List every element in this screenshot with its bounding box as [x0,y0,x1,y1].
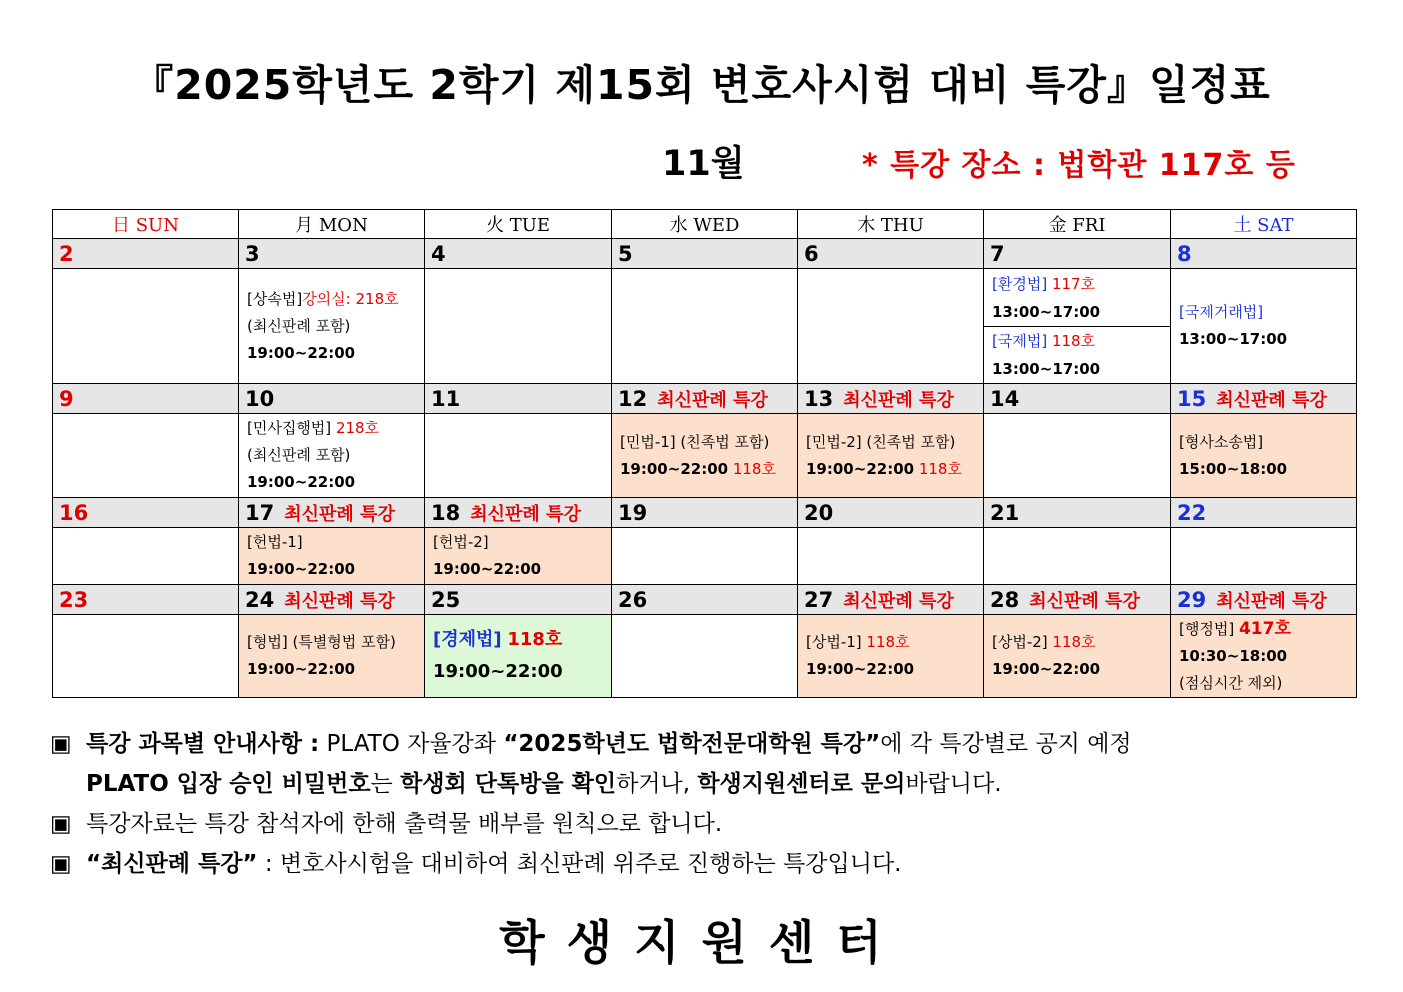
event-subject: [상법-2] [992,633,1048,651]
date-number: 10 [245,386,275,411]
date-cell [798,498,984,528]
event-cell-empty [53,528,239,585]
calendar-table [52,209,1357,698]
date-number: 3 [245,241,260,266]
date-cell [984,585,1171,615]
date-cell [1171,384,1357,414]
date-cell [612,498,798,528]
date-cell [984,239,1171,269]
week1-dates [53,239,1357,269]
square-bullet-icon: ▣ [50,731,72,757]
event-cell-empty [53,615,239,698]
note-bold: “최신판례 특강” [86,851,258,877]
date-cell [798,239,984,269]
event-note: (최신판례 포함) [247,316,351,335]
date-cell [425,498,612,528]
date-number: 27 [804,587,834,612]
event-subject: [헌법-1] [247,533,303,551]
event-time: 13:00~17:00 [992,302,1101,321]
date-number: 12 [618,386,648,411]
event-cell-empty [1171,528,1357,585]
special-lecture-tag: 최신판례 특강 [284,503,395,525]
note-text: 특강자료는 특강 참석자에 한해 출력물 배부를 원칙으로 합니다. [86,811,723,837]
square-bullet-icon: ▣ [50,851,72,877]
event-cell-empty [984,528,1171,585]
week4-events [53,615,1357,698]
event-cell [612,414,798,498]
event-subject: [형사소송법] [1179,432,1264,451]
note-item [50,844,1350,884]
date-number: 24 [245,587,275,612]
note-text: 바랍니다. [905,771,1002,797]
event-cell [798,414,984,498]
special-lecture-tag: 최신판례 특강 [843,590,954,612]
weekday-header [53,210,1357,239]
special-lecture-tag: 최신판례 특강 [284,590,395,612]
event-subject: [민사집행법] [247,419,332,437]
note-bold: 학생회 단톡방을 확인 [400,771,617,797]
week3-dates [53,498,1357,528]
date-number: 2 [59,241,74,266]
event-block [984,270,1170,327]
date-cell [239,498,425,528]
event-cell [984,269,1171,384]
event-subject: [경제법] [433,629,502,650]
note-item [50,804,1350,844]
weekday-wed: 水 WED [612,210,798,239]
week1-events [53,269,1357,384]
event-time: 13:00~17:00 [992,359,1101,378]
date-number: 15 [1177,386,1207,411]
event-subject: [헌법-2] [433,533,489,551]
event-subject: [상속법] [247,289,303,308]
weekday-sat: 土 SAT [1171,210,1357,239]
event-cell-empty [425,269,612,384]
date-cell [425,239,612,269]
date-cell [612,585,798,615]
weekday-tue: 火 TUE [425,210,612,239]
date-cell [984,384,1171,414]
event-subject: [형법] (특별형법 포함) [247,633,396,651]
event-room: 117호 [1051,274,1096,293]
date-number: 4 [431,241,446,266]
event-cell [239,528,425,585]
date-cell [425,585,612,615]
date-number: 25 [431,587,461,612]
date-number: 7 [990,241,1005,266]
event-room: 118호 [507,629,563,650]
date-cell [612,384,798,414]
date-number: 21 [990,500,1020,525]
event-time: 15:00~18:00 [1179,459,1288,478]
lecture-place: * 특강 장소 : 법학관 117호 등 [862,148,1296,183]
date-cell [612,239,798,269]
event-room: 218호 [335,419,380,437]
note-text: 에 각 특강별로 공지 예정 [880,731,1132,757]
event-time: 19:00~22:00 [992,660,1101,678]
event-room: 118호 [866,633,910,651]
date-number: 17 [245,500,275,525]
event-room: 강의실: 218호 [302,289,399,308]
date-number: 22 [1177,500,1207,525]
date-number: 9 [59,386,74,411]
notes-section [50,724,1350,884]
date-number: 16 [59,500,89,525]
note-text: : 변호사시험을 대비하여 최신판례 위주로 진행하는 특강입니다. [257,851,902,877]
date-cell [239,585,425,615]
note-item-continued [50,764,1350,804]
date-cell [798,384,984,414]
date-cell [53,498,239,528]
date-number: 19 [618,500,648,525]
date-number: 23 [59,587,89,612]
special-lecture-tag: 최신판례 특강 [1029,590,1140,612]
event-cell [1171,414,1357,498]
event-time: 19:00~22:00 [247,343,356,362]
week4-dates [53,585,1357,615]
week3-events [53,528,1357,585]
weekday-sun: 日 SUN [53,210,239,239]
event-cell [239,615,425,698]
event-cell [1171,269,1357,384]
date-cell [798,585,984,615]
date-cell [1171,498,1357,528]
event-block [984,327,1170,383]
event-cell [239,269,425,384]
date-number: 8 [1177,241,1192,266]
date-cell [53,384,239,414]
note-text: 하거나, [616,771,698,797]
note-text: PLATO 자율강좌 [319,731,504,757]
event-cell [425,528,612,585]
event-room: 417호 [1238,618,1291,639]
event-room: 118호 [1052,633,1096,651]
event-time: 19:00~22:00 [247,660,356,678]
date-cell [1171,239,1357,269]
event-time: 19:00~22:00 [247,473,356,491]
week2-dates [53,384,1357,414]
event-time: 19:00~22:00 [806,660,915,678]
week2-events [53,414,1357,498]
event-subject: [국제법] [992,331,1048,350]
date-number: 11 [431,386,461,411]
event-cell-empty [612,528,798,585]
event-time: 13:00~17:00 [1179,330,1288,348]
date-cell [53,585,239,615]
event-subject: [상법-1] [806,633,862,651]
special-lecture-tag: 최신판례 특강 [1216,389,1327,411]
weekday-fri: 金 FRI [984,210,1171,239]
event-time: 19:00~22:00 [247,560,356,578]
date-cell [1171,585,1357,615]
square-bullet-icon: ▣ [50,811,72,837]
event-cell-empty [53,414,239,498]
date-number: 5 [618,241,633,266]
event-time: 19:00~22:00 [433,560,542,578]
special-lecture-tag: 최신판례 특강 [470,503,581,525]
month-label: 11월 [662,144,745,184]
special-lecture-tag: 최신판례 특강 [657,389,768,411]
date-cell [984,498,1171,528]
date-cell [53,239,239,269]
date-cell [425,384,612,414]
event-subject: [민법-1] (친족법 포함) [620,432,770,451]
date-number: 13 [804,386,834,411]
event-time: 10:30~18:00 [1179,646,1288,665]
weekday-mon: 月 MON [239,210,425,239]
event-cell [984,615,1171,698]
date-number: 6 [804,241,819,266]
event-cell-empty [425,414,612,498]
date-number: 20 [804,500,834,525]
date-number: 26 [618,587,648,612]
weekday-thu: 木 THU [798,210,984,239]
date-number: 28 [990,587,1020,612]
date-number: 18 [431,500,461,525]
footer-org: 학생지원센터 [499,916,904,971]
event-time: 19:00~22:00 [433,661,563,682]
event-room: 118호 [918,459,962,478]
event-cell [1171,615,1357,698]
event-subject: [환경법] [992,274,1048,293]
note-item [50,724,1350,764]
note-bold: 특강 과목별 안내사항 : [86,731,320,757]
note-bold: “2025학년도 법학전문대학원 특강” [503,731,881,757]
event-cell [425,615,612,698]
date-cell [239,384,425,414]
event-cell-empty [798,269,984,384]
event-time: 19:00~22:00 [806,459,915,478]
event-cell-empty [612,615,798,698]
event-cell [798,615,984,698]
event-subject: [국제거래법] [1179,303,1264,321]
event-room: 118호 [1051,331,1096,350]
event-cell-empty [798,528,984,585]
date-cell [239,239,425,269]
date-number: 29 [1177,587,1207,612]
event-cell-empty [53,269,239,384]
note-text: 는 [370,771,401,797]
date-number: 14 [990,386,1020,411]
event-note: (최신판례 포함) [247,446,351,464]
event-note: (점심시간 제외) [1179,673,1283,692]
note-bold: PLATO 입장 승인 비밀번호 [86,771,371,797]
event-room: 118호 [732,459,776,478]
note-bold: 학생지원센터로 문의 [697,771,906,797]
special-lecture-tag: 최신판례 특강 [843,389,954,411]
special-lecture-tag: 최신판례 특강 [1216,590,1327,612]
event-cell-empty [612,269,798,384]
event-subject: [민법-2] (친족법 포함) [806,432,956,451]
page-title: 『2025학년도 2학기 제15회 변호사시험 대비 특강』일정표 [132,61,1271,109]
event-subject: [행정법] [1179,619,1235,638]
event-cell [239,414,425,498]
event-time: 19:00~22:00 [620,459,729,478]
event-cell-empty [984,414,1171,498]
